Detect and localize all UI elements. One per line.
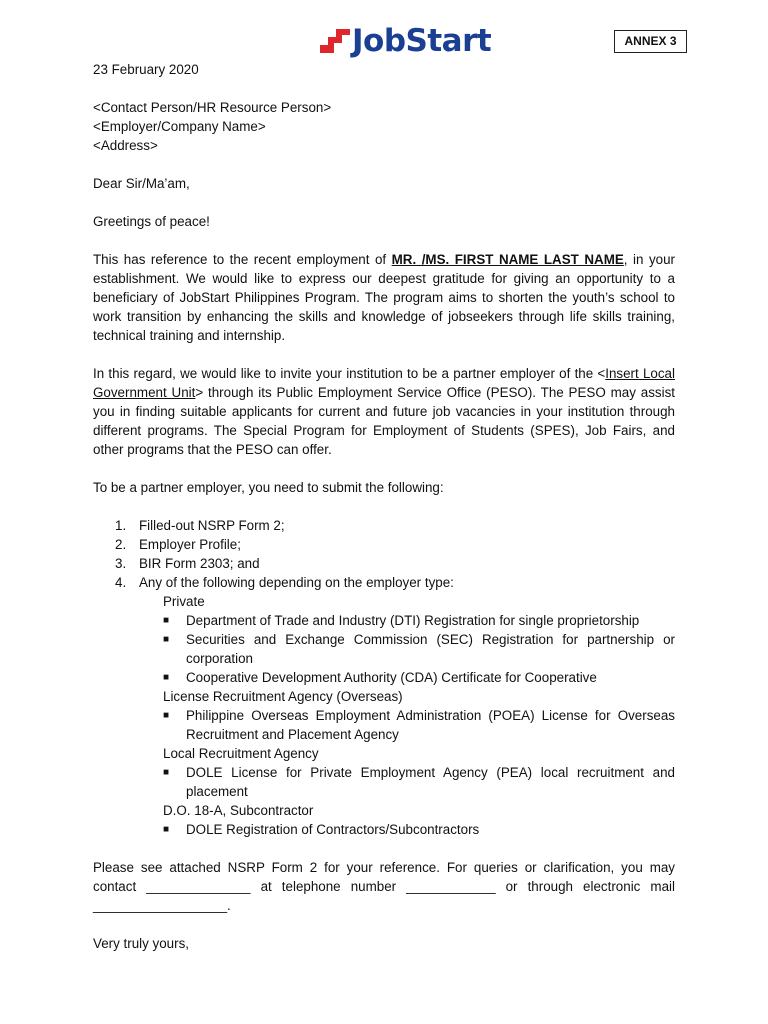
paragraph-invitation: In this regard, we would like to invite your institution to be a partner employer of the <Insert Local Government Unit> through its Public Employment Service Office (PESO). The PESO may assist you in finding suitable applicants for current and future job vacancies in your institution through different programs. The Special Program for Employment of Students (SPES), Job Fairs, and other programs that the PESO can offer. [93, 366, 675, 457]
company-name: <Employer/Company Name> [93, 119, 266, 134]
bullet-icon: ■ [163, 824, 170, 835]
requirements-intro: To be a partner employer, you need to submit the following: [93, 480, 444, 495]
employee-name: MR. /MS. FIRST NAME LAST NAME [391, 252, 624, 267]
bullet-item: ■ Philippine Overseas Employment Administration (POEA) License for Overseas Recruitment and Placement Agency [163, 708, 675, 742]
private-label: Private [163, 594, 205, 609]
lra-label: License Recruitment Agency (Overseas) [163, 689, 403, 704]
bullet-item: ■ Department of Trade and Industry (DTI) Registration for single proprietorship [163, 613, 640, 628]
bullet-icon: ■ [163, 710, 170, 721]
paragraph-reference: This has reference to the recent employment of MR. /MS. FIRST NAME LAST NAME, in your establishment. We would like to express our deepest gratitude for giving an opportunity to a beneficiary of JobStart Philippines Program. The program aims to shorten the youth’s school to work transition by enhancing the skills and knowledge of jobseekers through life skills training, technical training and internship. [93, 252, 675, 343]
local-agency-label: Local Recruitment Agency [163, 746, 319, 761]
annex-label: ANNEX 3 [614, 30, 687, 53]
bullet-item: ■ Cooperative Development Authority (CDA) Certificate for Cooperative [163, 670, 597, 685]
list-item: 4. Any of the following depending on the employer type: [115, 575, 454, 590]
subcontractor-label: D.O. 18-A, Subcontractor [163, 803, 314, 818]
bullet-icon: ■ [163, 634, 170, 645]
closing: Very truly yours, [93, 936, 189, 951]
greeting: Greetings of peace! [93, 214, 210, 229]
list-item: 2. Employer Profile; [115, 537, 241, 552]
letter-date: 23 February 2020 [93, 62, 199, 77]
bullet-icon: ■ [163, 672, 170, 683]
stairs-logo-icon [320, 29, 350, 53]
letter-body [93, 60, 675, 953]
list-item: 1. Filled-out NSRP Form 2; [115, 518, 285, 533]
paragraph-contact: Please see attached NSRP Form 2 for your reference. For queries or clarification, you may contact ______________ at telephone number ____________ or through electronic mail __________________. [93, 860, 675, 913]
contact-person: <Contact Person/HR Resource Person> [93, 100, 332, 115]
bullet-icon: ■ [163, 615, 170, 626]
bullet-item: ■ DOLE Registration of Contractors/Subcontractors [163, 822, 480, 837]
bullet-item: ■ DOLE License for Private Employment Agency (PEA) local recruitment and placement [163, 765, 675, 799]
jobstart-logo [320, 24, 491, 58]
list-item: 3. BIR Form 2303; and [115, 556, 260, 571]
logo-text: JobStart [352, 23, 492, 59]
salutation: Dear Sir/Ma’am, [93, 176, 190, 191]
address: <Address> [93, 138, 158, 153]
bullet-icon: ■ [163, 767, 170, 778]
lgu-placeholder: Insert Local Government Unit [93, 366, 675, 400]
bullet-item: ■ Securities and Exchange Commission (SEC) Registration for partnership or corporation [163, 632, 675, 666]
